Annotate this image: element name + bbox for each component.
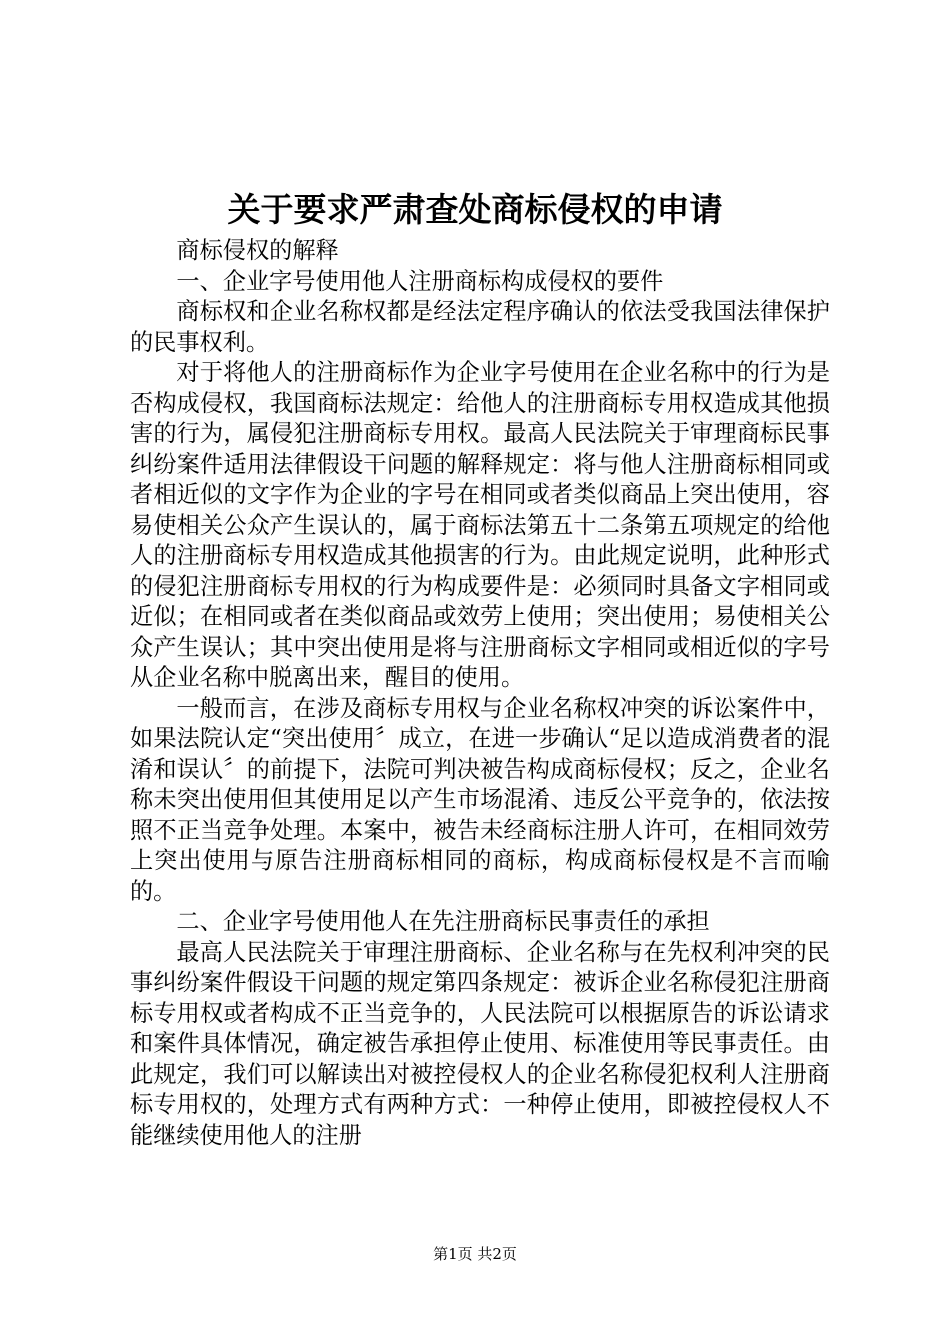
document-body — [130, 236, 830, 1151]
page-footer: 第1页 共2页 — [433, 1245, 517, 1263]
paragraph: 对于将他人的注册商标作为企业字号使用在企业名称中的行为是否构成侵权，我国商标法规定：给他人的注册商标专用权造成其他损害的行为，属侵犯注册商标专用权。最高人民法院关于审理商标民事纠纷案件适用法律假设干问题的解释规定：将与他人注册商标相同或者相近似的文字作为企业的字号在相同或者类似商品上突出使用，容易使相关公众产生误认的，属于商标法第五十二条第五项规定的给他人的注册商标专用权造成其他损害的行为。由此规定说明，此种形式的侵犯注册商标专用权的行为构成要件是：必须同时具备文字相同或近似；在相同或者在类似商品或效劳上使用；突出使用；易使相关公众产生误认；其中突出使用是将与注册商标文字相同或相近似的字号从企业名称中脱离出来，醒目的使用。 — [130, 359, 830, 691]
page-title: 关于要求严肃查处商标侵权的申请 — [227, 190, 723, 229]
paragraph-section-one-heading: 一、企业字号使用他人注册商标构成侵权的要件 — [176, 267, 664, 295]
paragraph: 最高人民法院关于审理注册商标、企业名称与在先权利冲突的民事纠纷案件假设干问题的规定第四条规定：被诉企业名称侵犯注册商标专用权或者构成不正当竞争的，人民法院可以根据原告的诉讼请求和案件具体情况，确定被告承担停止使用、标准使用等民事责任。由此规定，我们可以解读出对被控侵权人的企业名称侵犯权利人注册商标专用权的，处理方式有两种方式：一种停止使用，即被控侵权人不能继续使用他人的注册 — [130, 938, 830, 1149]
paragraph-heading-explanation: 商标侵权的解释 — [176, 237, 339, 264]
paragraph: 一般而言，在涉及商标专用权与企业名称权冲突的诉讼案件中，如果法院认定“突出使用〞成立，在进一步确认“足以造成消费者的混淆和误认〞的前提下，法院可判决被告构成商标侵权；反之，企业名称未突出使用但其使用足以产生市场混淆、违反公平竞争的，依法按照不正当竞争处理。本案中，被告未经商标注册人许可，在相同效劳上突出使用与原告注册商标相同的商标，构成商标侵权是不言而喻的。 — [130, 694, 830, 905]
paragraph-section-two-heading: 二、企业字号使用他人在先注册商标民事责任的承担 — [176, 908, 710, 935]
paragraph: 商标权和企业名称权都是经法定程序确认的依法受我国法律保护的民事权利。 — [130, 298, 830, 356]
